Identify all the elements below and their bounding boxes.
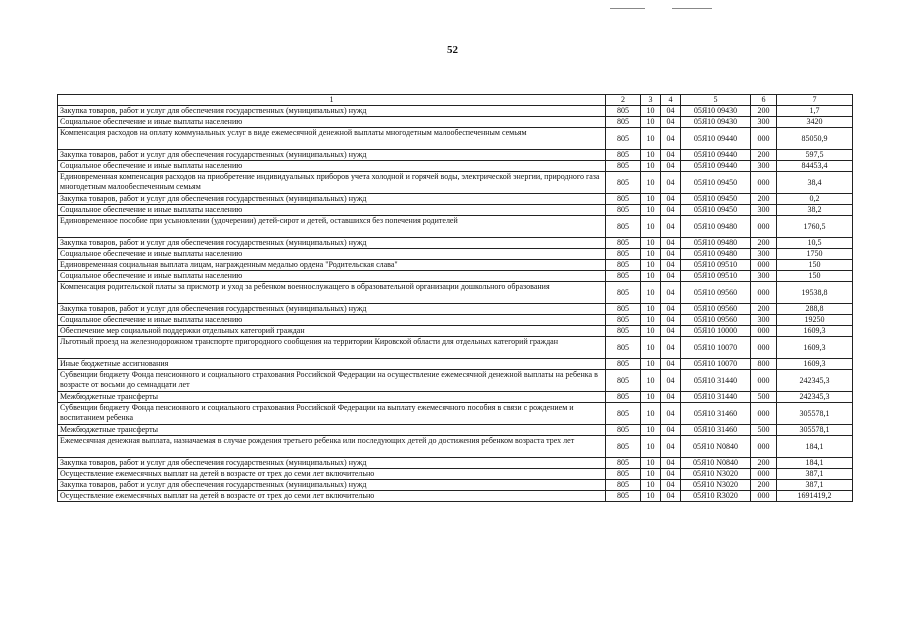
row-value-cell: 04 bbox=[661, 469, 681, 480]
row-value-cell: 04 bbox=[661, 458, 681, 469]
column-header: 5 bbox=[681, 95, 751, 106]
row-value-cell: 305578,1 bbox=[777, 425, 853, 436]
row-value-cell: 04 bbox=[661, 271, 681, 282]
row-value-cell: 10 bbox=[641, 392, 661, 403]
row-value-cell: 805 bbox=[606, 480, 641, 491]
row-value-cell: 305578,1 bbox=[777, 403, 853, 425]
row-value-cell: 805 bbox=[606, 392, 641, 403]
row-name-cell: Социальное обеспечение и иные выплаты населению bbox=[58, 271, 606, 282]
row-name-cell: Социальное обеспечение и иные выплаты населению bbox=[58, 249, 606, 260]
column-header: 1 bbox=[58, 95, 606, 106]
row-value-cell: 805 bbox=[606, 117, 641, 128]
column-header: 2 bbox=[606, 95, 641, 106]
row-value-cell: 04 bbox=[661, 326, 681, 337]
table-body bbox=[58, 106, 853, 502]
table-row bbox=[58, 359, 853, 370]
row-value-cell: 05Я10 31440 bbox=[681, 370, 751, 392]
row-value-cell: 04 bbox=[661, 249, 681, 260]
table-row bbox=[58, 491, 853, 502]
row-value-cell: 805 bbox=[606, 315, 641, 326]
column-header: 6 bbox=[751, 95, 777, 106]
row-value-cell: 05Я10 09430 bbox=[681, 117, 751, 128]
row-value-cell: 05Я10 31460 bbox=[681, 403, 751, 425]
table-row bbox=[58, 315, 853, 326]
row-value-cell: 150 bbox=[777, 271, 853, 282]
row-name-cell: Закупка товаров, работ и услуг для обеспечения государственных (муниципальных) нужд bbox=[58, 194, 606, 205]
row-value-cell: 05Я10 31460 bbox=[681, 425, 751, 436]
row-value-cell: 000 bbox=[751, 216, 777, 238]
row-name-cell: Социальное обеспечение и иные выплаты населению bbox=[58, 205, 606, 216]
row-value-cell: 000 bbox=[751, 326, 777, 337]
table-row bbox=[58, 128, 853, 150]
row-name-cell: Обеспечение мер социальной поддержки отдельных категорий граждан bbox=[58, 326, 606, 337]
row-value-cell: 597,5 bbox=[777, 150, 853, 161]
row-value-cell: 05Я10 09480 bbox=[681, 238, 751, 249]
table-row bbox=[58, 194, 853, 205]
row-name-cell: Закупка товаров, работ и услуг для обеспечения государственных (муниципальных) нужд bbox=[58, 480, 606, 491]
row-value-cell: 242345,3 bbox=[777, 370, 853, 392]
table-row bbox=[58, 403, 853, 425]
row-value-cell: 500 bbox=[751, 392, 777, 403]
row-value-cell: 05Я10 R3020 bbox=[681, 491, 751, 502]
row-value-cell: 04 bbox=[661, 304, 681, 315]
row-value-cell: 04 bbox=[661, 117, 681, 128]
row-value-cell: 10 bbox=[641, 359, 661, 370]
row-value-cell: 05Я10 09450 bbox=[681, 194, 751, 205]
row-value-cell: 150 bbox=[777, 260, 853, 271]
table-row bbox=[58, 161, 853, 172]
row-value-cell: 05Я10 10070 bbox=[681, 337, 751, 359]
table-row bbox=[58, 337, 853, 359]
row-value-cell: 10 bbox=[641, 370, 661, 392]
row-value-cell: 10 bbox=[641, 271, 661, 282]
row-value-cell: 10 bbox=[641, 337, 661, 359]
row-value-cell: 805 bbox=[606, 370, 641, 392]
row-value-cell: 10 bbox=[641, 425, 661, 436]
table-row bbox=[58, 205, 853, 216]
row-value-cell: 05Я10 09440 bbox=[681, 161, 751, 172]
row-value-cell: 184,1 bbox=[777, 458, 853, 469]
row-value-cell: 805 bbox=[606, 403, 641, 425]
row-value-cell: 04 bbox=[661, 315, 681, 326]
row-name-cell: Компенсация расходов на оплату коммунальных услуг в виде ежемесячной денежной выплаты многодетным малообеспеченным семьям bbox=[58, 128, 606, 150]
header-row bbox=[58, 95, 853, 106]
row-value-cell: 10 bbox=[641, 403, 661, 425]
row-name-cell: Социальное обеспечение и иные выплаты населению bbox=[58, 161, 606, 172]
row-value-cell: 05Я10 N0840 bbox=[681, 436, 751, 458]
row-value-cell: 04 bbox=[661, 216, 681, 238]
table-row bbox=[58, 271, 853, 282]
row-value-cell: 04 bbox=[661, 260, 681, 271]
row-value-cell: 10 bbox=[641, 304, 661, 315]
row-value-cell: 1609,3 bbox=[777, 326, 853, 337]
row-value-cell: 300 bbox=[751, 205, 777, 216]
row-value-cell: 805 bbox=[606, 469, 641, 480]
row-name-cell: Социальное обеспечение и иные выплаты населению bbox=[58, 117, 606, 128]
row-value-cell: 05Я10 09560 bbox=[681, 315, 751, 326]
row-value-cell: 04 bbox=[661, 425, 681, 436]
row-value-cell: 04 bbox=[661, 337, 681, 359]
row-value-cell: 05Я10 31440 bbox=[681, 392, 751, 403]
row-value-cell: 1609,3 bbox=[777, 359, 853, 370]
row-value-cell: 805 bbox=[606, 491, 641, 502]
table-row bbox=[58, 117, 853, 128]
row-value-cell: 805 bbox=[606, 194, 641, 205]
row-value-cell: 387,1 bbox=[777, 480, 853, 491]
row-value-cell: 500 bbox=[751, 425, 777, 436]
row-value-cell: 300 bbox=[751, 117, 777, 128]
row-value-cell: 10 bbox=[641, 469, 661, 480]
row-value-cell: 200 bbox=[751, 238, 777, 249]
row-value-cell: 10 bbox=[641, 106, 661, 117]
scan-mark bbox=[672, 8, 712, 9]
row-value-cell: 1,7 bbox=[777, 106, 853, 117]
table-row bbox=[58, 172, 853, 194]
column-header: 4 bbox=[661, 95, 681, 106]
row-value-cell: 10 bbox=[641, 436, 661, 458]
row-value-cell: 184,1 bbox=[777, 436, 853, 458]
row-value-cell: 200 bbox=[751, 194, 777, 205]
row-value-cell: 10 bbox=[641, 260, 661, 271]
row-value-cell: 04 bbox=[661, 238, 681, 249]
row-value-cell: 04 bbox=[661, 282, 681, 304]
row-value-cell: 05Я10 09510 bbox=[681, 260, 751, 271]
row-value-cell: 38,4 bbox=[777, 172, 853, 194]
row-value-cell: 805 bbox=[606, 359, 641, 370]
row-value-cell: 805 bbox=[606, 106, 641, 117]
row-value-cell: 10 bbox=[641, 491, 661, 502]
row-value-cell: 805 bbox=[606, 216, 641, 238]
row-value-cell: 10 bbox=[641, 282, 661, 304]
row-name-cell: Льготный проезд на железнодорожном транспорте пригородного сообщения на территории Кировской области для отдельных категорий граждан bbox=[58, 337, 606, 359]
row-value-cell: 10 bbox=[641, 150, 661, 161]
row-value-cell: 04 bbox=[661, 205, 681, 216]
row-value-cell: 805 bbox=[606, 458, 641, 469]
row-value-cell: 38,2 bbox=[777, 205, 853, 216]
row-value-cell: 05Я10 09560 bbox=[681, 304, 751, 315]
row-value-cell: 387,1 bbox=[777, 469, 853, 480]
row-value-cell: 1691419,2 bbox=[777, 491, 853, 502]
row-value-cell: 05Я10 10000 bbox=[681, 326, 751, 337]
row-value-cell: 04 bbox=[661, 128, 681, 150]
table-row bbox=[58, 425, 853, 436]
row-name-cell: Закупка товаров, работ и услуг для обеспечения государственных (муниципальных) нужд bbox=[58, 238, 606, 249]
row-value-cell: 805 bbox=[606, 304, 641, 315]
table-row bbox=[58, 106, 853, 117]
row-value-cell: 85050,9 bbox=[777, 128, 853, 150]
row-value-cell: 805 bbox=[606, 282, 641, 304]
row-value-cell: 288,8 bbox=[777, 304, 853, 315]
row-value-cell: 10 bbox=[641, 205, 661, 216]
row-value-cell: 04 bbox=[661, 370, 681, 392]
row-value-cell: 805 bbox=[606, 128, 641, 150]
row-value-cell: 10 bbox=[641, 480, 661, 491]
row-value-cell: 242345,3 bbox=[777, 392, 853, 403]
row-value-cell: 05Я10 09440 bbox=[681, 128, 751, 150]
row-value-cell: 300 bbox=[751, 315, 777, 326]
table-row bbox=[58, 480, 853, 491]
row-name-cell: Ежемесячная денежная выплата, назначаемая в случае рождения третьего ребенка или последующих детей до достижения ребенком возраста трех лет bbox=[58, 436, 606, 458]
row-name-cell: Единовременная социальная выплата лицам, награжденным медалью ордена "Родительская слава" bbox=[58, 260, 606, 271]
row-value-cell: 300 bbox=[751, 161, 777, 172]
row-value-cell: 05Я10 09440 bbox=[681, 150, 751, 161]
table-row bbox=[58, 326, 853, 337]
row-value-cell: 10 bbox=[641, 172, 661, 194]
row-value-cell: 3420 bbox=[777, 117, 853, 128]
row-value-cell: 200 bbox=[751, 106, 777, 117]
row-value-cell: 805 bbox=[606, 172, 641, 194]
row-value-cell: 200 bbox=[751, 304, 777, 315]
row-value-cell: 805 bbox=[606, 436, 641, 458]
row-name-cell: Закупка товаров, работ и услуг для обеспечения государственных (муниципальных) нужд bbox=[58, 106, 606, 117]
row-value-cell: 805 bbox=[606, 249, 641, 260]
row-value-cell: 300 bbox=[751, 249, 777, 260]
row-name-cell: Межбюджетные трансферты bbox=[58, 392, 606, 403]
row-value-cell: 000 bbox=[751, 172, 777, 194]
table-row bbox=[58, 249, 853, 260]
table-row bbox=[58, 150, 853, 161]
row-value-cell: 04 bbox=[661, 150, 681, 161]
row-value-cell: 800 bbox=[751, 359, 777, 370]
row-value-cell: 04 bbox=[661, 194, 681, 205]
table-row bbox=[58, 304, 853, 315]
row-value-cell: 805 bbox=[606, 161, 641, 172]
column-header: 7 bbox=[777, 95, 853, 106]
table-row bbox=[58, 469, 853, 480]
row-value-cell: 1760,5 bbox=[777, 216, 853, 238]
row-value-cell: 10 bbox=[641, 194, 661, 205]
budget-table bbox=[57, 94, 853, 502]
row-name-cell: Единовременное пособие при усыновлении (удочерении) детей-сирот и детей, оставшихся без попечения родителей bbox=[58, 216, 606, 238]
table-row bbox=[58, 436, 853, 458]
row-name-cell: Единовременная компенсация расходов на приобретение индивидуальных приборов учета холодной и горячей воды, электрической энергии, природного газа многодетным малообеспеченным семьям bbox=[58, 172, 606, 194]
row-value-cell: 10 bbox=[641, 326, 661, 337]
row-value-cell: 000 bbox=[751, 403, 777, 425]
row-value-cell: 04 bbox=[661, 106, 681, 117]
row-value-cell: 05Я10 09450 bbox=[681, 205, 751, 216]
page-number: 52 bbox=[447, 44, 458, 56]
row-value-cell: 000 bbox=[751, 370, 777, 392]
row-value-cell: 805 bbox=[606, 425, 641, 436]
row-value-cell: 000 bbox=[751, 469, 777, 480]
row-name-cell: Социальное обеспечение и иные выплаты населению bbox=[58, 315, 606, 326]
column-header: 3 bbox=[641, 95, 661, 106]
row-name-cell: Иные бюджетные ассигнования bbox=[58, 359, 606, 370]
row-value-cell: 05Я10 N3020 bbox=[681, 480, 751, 491]
row-value-cell: 10 bbox=[641, 315, 661, 326]
row-name-cell: Осуществление ежемесячных выплат на детей в возрасте от трех до семи лет включительно bbox=[58, 469, 606, 480]
row-name-cell: Субвенции бюджету Фонда пенсионного и социального страхования Российской Федерации на осуществление ежемесячной денежной выплаты на ребенка в возрасте от восьми до семнадцати лет bbox=[58, 370, 606, 392]
row-value-cell: 0,2 bbox=[777, 194, 853, 205]
row-name-cell: Закупка товаров, работ и услуг для обеспечения государственных (муниципальных) нужд bbox=[58, 150, 606, 161]
row-value-cell: 04 bbox=[661, 403, 681, 425]
row-value-cell: 05Я10 N0840 bbox=[681, 458, 751, 469]
row-value-cell: 805 bbox=[606, 337, 641, 359]
row-value-cell: 04 bbox=[661, 161, 681, 172]
row-value-cell: 10 bbox=[641, 238, 661, 249]
row-value-cell: 05Я10 09450 bbox=[681, 172, 751, 194]
row-value-cell: 05Я10 10070 bbox=[681, 359, 751, 370]
table-row bbox=[58, 392, 853, 403]
row-value-cell: 000 bbox=[751, 436, 777, 458]
row-value-cell: 805 bbox=[606, 205, 641, 216]
row-value-cell: 000 bbox=[751, 260, 777, 271]
row-value-cell: 04 bbox=[661, 359, 681, 370]
row-value-cell: 200 bbox=[751, 458, 777, 469]
row-value-cell: 04 bbox=[661, 491, 681, 502]
row-value-cell: 05Я10 09480 bbox=[681, 249, 751, 260]
row-value-cell: 10 bbox=[641, 128, 661, 150]
table-row bbox=[58, 238, 853, 249]
row-value-cell: 1609,3 bbox=[777, 337, 853, 359]
table-row bbox=[58, 260, 853, 271]
row-name-cell: Компенсация родительской платы за присмотр и уход за ребенком военнослужащего в образовательной организации дошкольного образования bbox=[58, 282, 606, 304]
table-row bbox=[58, 216, 853, 238]
row-value-cell: 000 bbox=[751, 128, 777, 150]
row-value-cell: 04 bbox=[661, 392, 681, 403]
scan-mark bbox=[610, 8, 645, 9]
row-value-cell: 10 bbox=[641, 161, 661, 172]
row-name-cell: Закупка товаров, работ и услуг для обеспечения государственных (муниципальных) нужд bbox=[58, 304, 606, 315]
row-value-cell: 05Я10 09510 bbox=[681, 271, 751, 282]
row-value-cell: 10 bbox=[641, 216, 661, 238]
row-value-cell: 04 bbox=[661, 172, 681, 194]
table-row bbox=[58, 370, 853, 392]
row-value-cell: 805 bbox=[606, 260, 641, 271]
row-value-cell: 05Я10 09480 bbox=[681, 216, 751, 238]
row-value-cell: 1750 bbox=[777, 249, 853, 260]
row-name-cell: Осуществление ежемесячных выплат на детей в возрасте от трех до семи лет включительно bbox=[58, 491, 606, 502]
row-value-cell: 300 bbox=[751, 271, 777, 282]
row-value-cell: 000 bbox=[751, 491, 777, 502]
row-value-cell: 10 bbox=[641, 458, 661, 469]
row-name-cell: Субвенции бюджету Фонда пенсионного и социального страхования Российской Федерации на выплату ежемесячного пособия в связи с рождением и воспитанием ребенка bbox=[58, 403, 606, 425]
row-value-cell: 19538,8 bbox=[777, 282, 853, 304]
row-value-cell: 10 bbox=[641, 117, 661, 128]
row-value-cell: 04 bbox=[661, 480, 681, 491]
row-value-cell: 805 bbox=[606, 271, 641, 282]
row-value-cell: 05Я10 N3020 bbox=[681, 469, 751, 480]
row-value-cell: 10 bbox=[641, 249, 661, 260]
row-value-cell: 805 bbox=[606, 150, 641, 161]
row-value-cell: 000 bbox=[751, 337, 777, 359]
row-name-cell: Межбюджетные трансферты bbox=[58, 425, 606, 436]
row-value-cell: 19250 bbox=[777, 315, 853, 326]
row-value-cell: 000 bbox=[751, 282, 777, 304]
row-value-cell: 200 bbox=[751, 150, 777, 161]
table-row bbox=[58, 282, 853, 304]
row-value-cell: 84453,4 bbox=[777, 161, 853, 172]
row-value-cell: 805 bbox=[606, 238, 641, 249]
row-value-cell: 05Я10 09560 bbox=[681, 282, 751, 304]
row-name-cell: Закупка товаров, работ и услуг для обеспечения государственных (муниципальных) нужд bbox=[58, 458, 606, 469]
row-value-cell: 05Я10 09430 bbox=[681, 106, 751, 117]
row-value-cell: 805 bbox=[606, 326, 641, 337]
row-value-cell: 200 bbox=[751, 480, 777, 491]
row-value-cell: 04 bbox=[661, 436, 681, 458]
table-row bbox=[58, 458, 853, 469]
row-value-cell: 10,5 bbox=[777, 238, 853, 249]
